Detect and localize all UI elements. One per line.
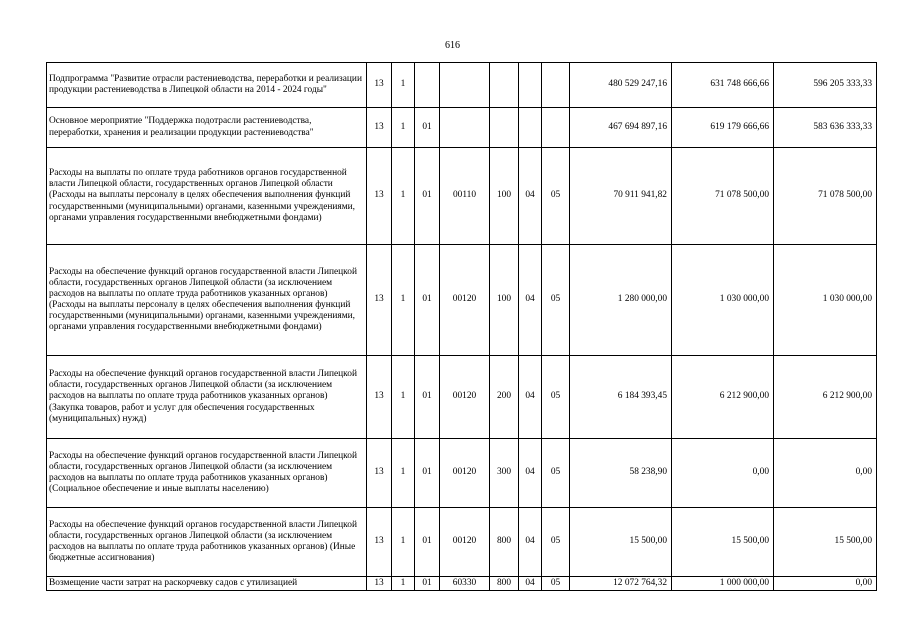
amount-cell: 58 238,90 xyxy=(570,439,672,508)
code-cell: 1 xyxy=(392,245,415,356)
amount-cell: 583 636 333,33 xyxy=(774,108,877,148)
amount-cell: 15 500,00 xyxy=(774,508,877,577)
amount-cell: 0,00 xyxy=(672,439,774,508)
code-cell xyxy=(490,63,519,108)
code-cell: 800 xyxy=(490,577,519,591)
code-cell: 00110 xyxy=(440,148,490,245)
amount-cell: 71 078 500,00 xyxy=(672,148,774,245)
amount-cell: 1 000 000,00 xyxy=(672,577,774,591)
amount-cell: 15 500,00 xyxy=(570,508,672,577)
code-cell: 05 xyxy=(542,577,570,591)
code-cell: 05 xyxy=(542,356,570,439)
code-cell: 05 xyxy=(542,148,570,245)
code-cell: 05 xyxy=(542,245,570,356)
row-name: Подпрограмма "Развитие отрасли растениеводства, переработки и реализации продукции растениеводства в Липецкой области на 2014 - 2024 годы" xyxy=(47,63,367,108)
row-name: Основное мероприятие "Поддержка подотрасли растениеводства, переработки, хранения и реализации продукции растениеводства" xyxy=(47,108,367,148)
code-cell: 13 xyxy=(367,108,392,148)
amount-cell: 596 205 333,33 xyxy=(774,63,877,108)
table-row xyxy=(47,108,877,148)
amount-cell: 0,00 xyxy=(774,439,877,508)
amount-cell: 1 030 000,00 xyxy=(774,245,877,356)
code-cell: 04 xyxy=(519,439,542,508)
code-cell xyxy=(415,63,440,108)
amount-cell: 6 184 393,45 xyxy=(570,356,672,439)
code-cell: 01 xyxy=(415,245,440,356)
budget-table xyxy=(46,62,877,591)
code-cell: 1 xyxy=(392,108,415,148)
code-cell: 13 xyxy=(367,356,392,439)
amount-cell: 71 078 500,00 xyxy=(774,148,877,245)
amount-cell: 15 500,00 xyxy=(672,508,774,577)
row-name: Расходы на выплаты по оплате труда работников органов государственной власти Липецкой области, государственных органов Липецкой области (Расходы на выплаты персоналу в целях обеспечения выполнения функций государственными (муниципальными) органами, казенными учреждениями, органами управления государственными внебюджетными фондами) xyxy=(47,148,367,245)
table-row xyxy=(47,245,877,356)
code-cell xyxy=(519,108,542,148)
code-cell: 1 xyxy=(392,356,415,439)
code-cell: 00120 xyxy=(440,245,490,356)
row-name: Расходы на обеспечение функций органов государственной власти Липецкой области, государственных органов Липецкой области (за исключением расходов на выплаты по оплате труда работников указанных органов) (Социальное обеспечение и иные выплаты населению) xyxy=(47,439,367,508)
amount-cell: 12 072 764,32 xyxy=(570,577,672,591)
amount-cell: 0,00 xyxy=(774,577,877,591)
code-cell: 60330 xyxy=(440,577,490,591)
code-cell: 1 xyxy=(392,439,415,508)
code-cell: 13 xyxy=(367,63,392,108)
code-cell: 1 xyxy=(392,63,415,108)
amount-cell: 619 179 666,66 xyxy=(672,108,774,148)
code-cell: 01 xyxy=(415,356,440,439)
code-cell xyxy=(440,63,490,108)
code-cell: 04 xyxy=(519,577,542,591)
code-cell: 00120 xyxy=(440,508,490,577)
code-cell: 04 xyxy=(519,508,542,577)
amount-cell: 467 694 897,16 xyxy=(570,108,672,148)
code-cell: 13 xyxy=(367,508,392,577)
row-name: Расходы на обеспечение функций органов государственной власти Липецкой области, государственных органов Липецкой области (за исключением расходов на выплаты по оплате труда работников указанных органов) (Иные бюджетные ассигнования) xyxy=(47,508,367,577)
code-cell: 04 xyxy=(519,245,542,356)
amount-cell: 70 911 941,82 xyxy=(570,148,672,245)
code-cell: 100 xyxy=(490,245,519,356)
code-cell xyxy=(440,108,490,148)
code-cell xyxy=(542,63,570,108)
code-cell xyxy=(519,63,542,108)
code-cell: 01 xyxy=(415,508,440,577)
code-cell: 1 xyxy=(392,508,415,577)
amount-cell: 1 030 000,00 xyxy=(672,245,774,356)
code-cell: 100 xyxy=(490,148,519,245)
amount-cell: 631 748 666,66 xyxy=(672,63,774,108)
code-cell: 05 xyxy=(542,508,570,577)
code-cell: 01 xyxy=(415,439,440,508)
code-cell: 13 xyxy=(367,245,392,356)
amount-cell: 6 212 900,00 xyxy=(672,356,774,439)
row-name: Расходы на обеспечение функций органов государственной власти Липецкой области, государственных органов Липецкой области (за исключением расходов на выплаты по оплате труда работников указанных органов) (Расходы на выплаты персоналу в целях обеспечения выполнения функций государственными (муниципальными) органами, казенными учреждениями, органами управления государственными внебюджетными фондами) xyxy=(47,245,367,356)
table-row xyxy=(47,508,877,577)
code-cell: 1 xyxy=(392,148,415,245)
code-cell: 04 xyxy=(519,356,542,439)
page-number: 616 xyxy=(445,40,460,51)
row-name: Возмещение части затрат на раскорчевку садов с утилизацией xyxy=(47,577,367,591)
code-cell: 13 xyxy=(367,439,392,508)
code-cell: 01 xyxy=(415,108,440,148)
code-cell: 800 xyxy=(490,508,519,577)
amount-cell: 1 280 000,00 xyxy=(570,245,672,356)
code-cell: 05 xyxy=(542,439,570,508)
code-cell: 01 xyxy=(415,148,440,245)
table-row xyxy=(47,577,877,591)
code-cell: 00120 xyxy=(440,356,490,439)
table-row xyxy=(47,439,877,508)
table-row xyxy=(47,148,877,245)
code-cell: 1 xyxy=(392,577,415,591)
amount-cell: 480 529 247,16 xyxy=(570,63,672,108)
code-cell: 200 xyxy=(490,356,519,439)
code-cell: 01 xyxy=(415,577,440,591)
table-row xyxy=(47,63,877,108)
code-cell: 04 xyxy=(519,148,542,245)
code-cell: 00120 xyxy=(440,439,490,508)
code-cell xyxy=(490,108,519,148)
code-cell xyxy=(542,108,570,148)
code-cell: 13 xyxy=(367,148,392,245)
amount-cell: 6 212 900,00 xyxy=(774,356,877,439)
row-name: Расходы на обеспечение функций органов государственной власти Липецкой области, государственных органов Липецкой области (за исключением расходов на выплаты по оплате труда работников указанных органов) (Закупка товаров, работ и услуг для обеспечения государственных (муниципальных) нужд) xyxy=(47,356,367,439)
table-row xyxy=(47,356,877,439)
code-cell: 13 xyxy=(367,577,392,591)
code-cell: 300 xyxy=(490,439,519,508)
